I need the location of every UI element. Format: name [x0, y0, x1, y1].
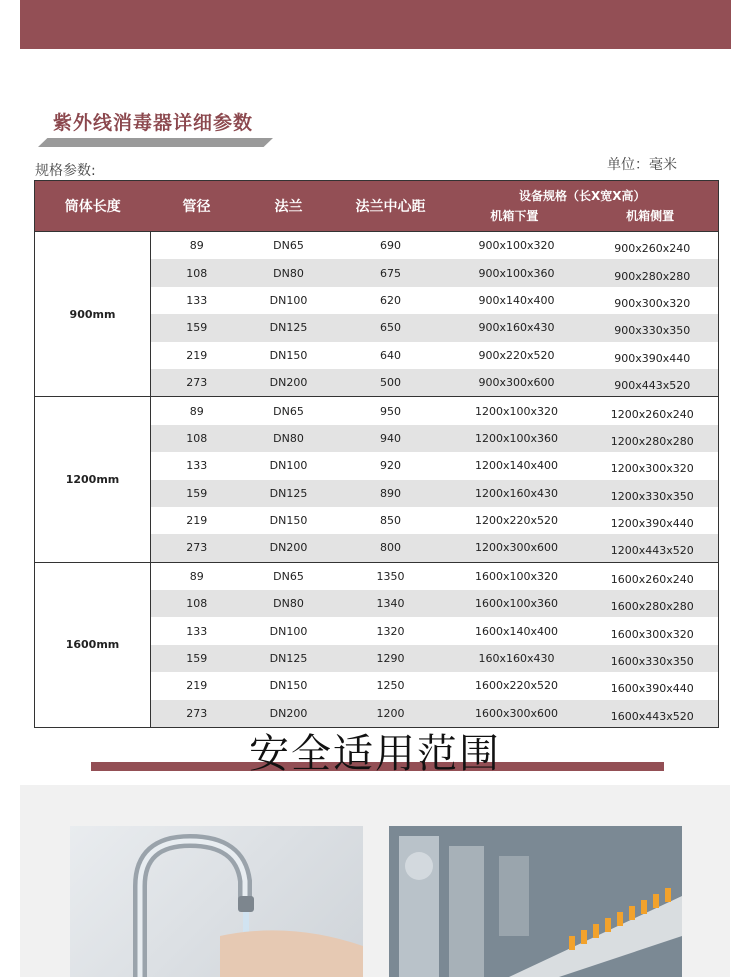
header-pipe: 管径 [151, 181, 243, 232]
center-distance-cell: 1200 [335, 700, 447, 728]
side-spec-cell: 900x260x240 [587, 232, 719, 260]
bottom-spec-cell: 900x140x400 [478, 293, 555, 307]
pipe-cell: 159 [151, 480, 243, 507]
header-equip-title: 设备规格（长X宽X高） [519, 189, 646, 203]
table-row [35, 232, 719, 260]
side-spec-cell: 900x443x520 [587, 369, 719, 397]
side-spec-cell: 1200x280x280 [587, 425, 719, 452]
bottom-spec-cell: 1200x220x520 [474, 514, 558, 528]
side-spec-cell: 1200x443x520 [587, 534, 719, 562]
bottom-spec-cell: 1600x100x320 [447, 562, 587, 590]
pipe-cell: 133 [186, 624, 208, 638]
side-spec-cell: 1200x390x440 [610, 517, 694, 531]
table-row [35, 562, 719, 590]
bottom-spec-cell: 900x300x600 [447, 369, 587, 397]
pipe-cell: 89 [151, 397, 243, 425]
flange-cell: DN150 [269, 514, 308, 528]
pipe-cell: 273 [151, 534, 243, 562]
flange-cell: DN100 [269, 459, 308, 473]
center-distance-cell: 950 [335, 397, 447, 425]
pipe-cell: 219 [186, 348, 208, 362]
side-spec-cell: 1600x443x520 [587, 700, 719, 728]
side-spec-cell: 1600x390x440 [610, 682, 694, 696]
bottom-spec-cell: 1600x220x520 [474, 679, 558, 693]
center-distance-cell: 1290 [335, 645, 447, 672]
side-spec-cell: 1200x260x240 [587, 397, 719, 425]
cylinder-length-cell: 900mm [35, 232, 151, 397]
flange-cell: DN100 [269, 624, 308, 638]
center-distance-cell: 890 [335, 480, 447, 507]
pipe-cell: 273 [151, 369, 243, 397]
side-spec-cell: 1200x330x350 [587, 480, 719, 507]
center-distance-cell: 850 [380, 514, 401, 528]
bottom-spec-cell: 1600x140x400 [474, 624, 558, 638]
side-spec-cell: 1600x260x240 [587, 562, 719, 590]
flange-cell: DN65 [243, 562, 335, 590]
cylinder-length-cell: 1200mm [35, 397, 151, 562]
spec-label: 规格参数: [35, 163, 96, 179]
table-body [35, 232, 719, 728]
flange-cell: DN125 [243, 480, 335, 507]
factory-illustration [389, 826, 682, 977]
flange-cell: DN80 [243, 259, 335, 286]
header-bottom: 机箱下置 [490, 209, 539, 223]
table-row [35, 397, 719, 425]
center-distance-cell: 690 [335, 232, 447, 260]
scope-title: 安全适用范围 [249, 731, 501, 777]
flange-cell: DN200 [243, 369, 335, 397]
side-spec-cell: 1600x330x350 [587, 645, 719, 672]
bottom-spec-cell: 1600x100x360 [447, 590, 587, 617]
header-equip-sub [447, 206, 719, 226]
top-banner [20, 0, 731, 49]
center-distance-cell: 920 [380, 459, 401, 473]
table-header-row [35, 181, 719, 232]
pipe-cell: 108 [151, 590, 243, 617]
side-spec-cell: 900x390x440 [614, 351, 691, 365]
center-distance-cell: 650 [335, 314, 447, 341]
section-title: 紫外线消毒器详细参数 [53, 112, 254, 134]
bottom-spec-cell: 900x160x430 [447, 314, 587, 341]
flange-cell: DN150 [269, 348, 308, 362]
center-distance-cell: 1340 [335, 590, 447, 617]
center-distance-cell: 675 [335, 259, 447, 286]
header-equip [447, 181, 719, 232]
unit-label: 单位：毫米 [607, 157, 677, 173]
header-side: 机箱侧置 [626, 209, 675, 223]
center-distance-cell: 500 [335, 369, 447, 397]
bottom-spec-cell: 1200x100x320 [447, 397, 587, 425]
bottom-spec-cell: 1600x300x600 [447, 700, 587, 728]
pipe-cell: 159 [151, 645, 243, 672]
bottom-spec-cell: 1200x100x360 [447, 425, 587, 452]
center-distance-cell: 640 [380, 348, 401, 362]
pipe-cell: 89 [151, 562, 243, 590]
bottom-spec-cell: 1200x140x400 [474, 459, 558, 473]
pipe-cell: 133 [186, 459, 208, 473]
flange-cell: DN125 [243, 645, 335, 672]
flange-cell: DN80 [243, 590, 335, 617]
flange-cell: DN80 [243, 425, 335, 452]
spec-table [34, 180, 719, 728]
flange-cell: DN200 [243, 534, 335, 562]
pipe-cell: 219 [186, 514, 208, 528]
flange-cell: DN100 [269, 293, 308, 307]
header-center: 法兰中心距 [335, 181, 447, 232]
side-spec-cell: 1600x280x280 [587, 590, 719, 617]
side-spec-cell: 900x300x320 [614, 296, 691, 310]
flange-cell: DN125 [243, 314, 335, 341]
faucet-illustration [70, 826, 363, 977]
center-distance-cell: 1250 [376, 679, 405, 693]
title-underline [38, 138, 273, 147]
pipe-cell: 159 [151, 314, 243, 341]
bottom-spec-cell: 1200x160x430 [447, 480, 587, 507]
center-distance-cell: 1320 [376, 624, 405, 638]
faucet-photo [70, 826, 363, 977]
header-length: 筒体长度 [35, 181, 151, 232]
pipe-cell: 219 [186, 679, 208, 693]
pipe-cell: 273 [151, 700, 243, 728]
bottom-spec-cell: 900x220x520 [478, 348, 555, 362]
pipe-cell: 108 [151, 425, 243, 452]
side-spec-cell: 900x330x350 [587, 314, 719, 341]
flange-cell: DN200 [243, 700, 335, 728]
factory-line-photo [389, 826, 682, 977]
center-distance-cell: 620 [380, 293, 401, 307]
side-spec-cell: 1600x300x320 [610, 627, 694, 641]
bottom-spec-cell: 160x160x430 [447, 645, 587, 672]
bottom-spec-cell: 900x100x320 [447, 232, 587, 260]
center-distance-cell: 940 [335, 425, 447, 452]
flange-cell: DN65 [243, 397, 335, 425]
pipe-cell: 133 [186, 293, 208, 307]
side-spec-cell: 1200x300x320 [610, 462, 694, 476]
side-spec-cell: 900x280x280 [587, 259, 719, 286]
flange-cell: DN65 [243, 232, 335, 260]
bottom-spec-cell: 900x100x360 [447, 259, 587, 286]
pipe-cell: 89 [151, 232, 243, 260]
cylinder-length-cell: 1600mm [35, 562, 151, 727]
center-distance-cell: 1350 [335, 562, 447, 590]
center-distance-cell: 800 [335, 534, 447, 562]
pipe-cell: 108 [151, 259, 243, 286]
bottom-spec-cell: 1200x300x600 [447, 534, 587, 562]
header-flange: 法兰 [243, 181, 335, 232]
flange-cell: DN150 [269, 679, 308, 693]
